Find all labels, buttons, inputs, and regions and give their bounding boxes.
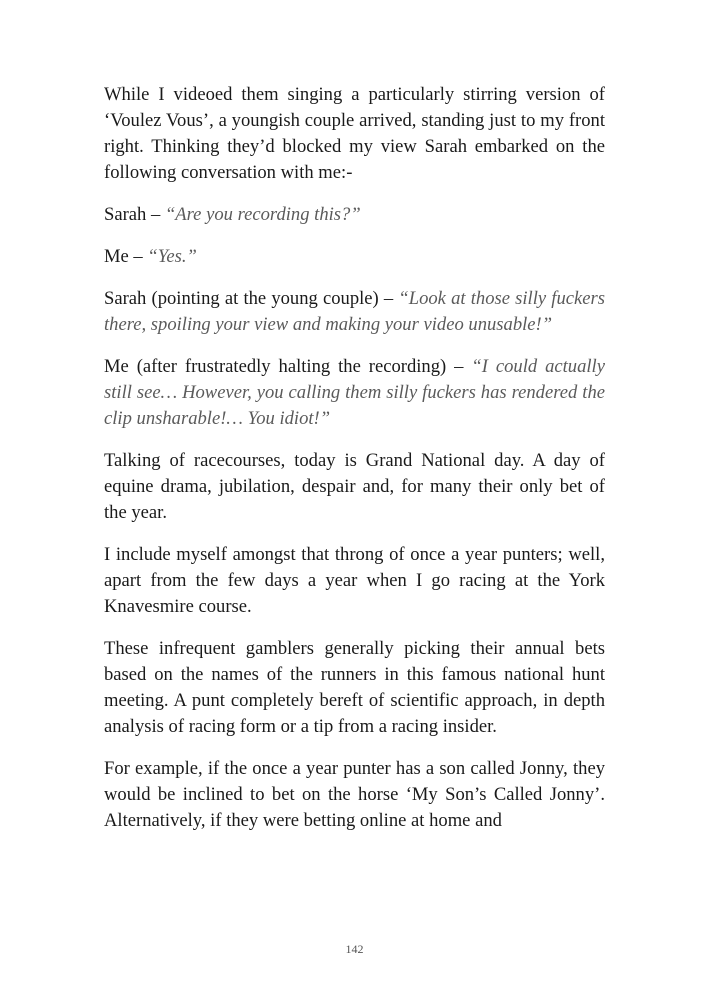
- dialogue-speaker: Sarah (pointing at the young couple) –: [104, 288, 399, 309]
- dialogue-line-3: [104, 286, 605, 338]
- dialogue-speaker: Sarah –: [104, 204, 165, 225]
- dialogue-speaker: Me –: [104, 246, 148, 267]
- paragraph-narrative-4: These infrequent gamblers generally picking their annual bets based on the names of the runners in this famous national hunt meeting. A punt completely bereft of scientific approach, in depth analysis of racing form or a tip from a racing insider.: [104, 638, 605, 737]
- paragraph-narrative-3: I include myself amongst that throng of once a year punters; well, apart from the few days a year when I go racing at the York Knavesmire course.: [104, 544, 605, 617]
- page-body: [104, 82, 605, 850]
- page-number: 142: [345, 942, 364, 956]
- dialogue-speaker: Me (after frustratedly halting the recording) –: [104, 356, 472, 377]
- dialogue-line-4: [104, 354, 605, 432]
- dialogue-quote: “Look at those silly fuckers there, spoiling your view and making your video unusable!”: [104, 288, 606, 335]
- paragraph-narrative-1: While I videoed them singing a particularly stirring version of ‘Voulez Vous’, a youngish couple arrived, standing just to my front right. Thinking they’d blocked my view Sarah embarked on the following conversation with me:-: [104, 84, 605, 183]
- dialogue-quote: “I could actually still see… However, you calling them silly fuckers has rendered the clip unsharable!… You idiot!”: [104, 356, 605, 429]
- paragraph-narrative-2: Talking of racecourses, today is Grand National day. A day of equine drama, jubilation, despair and, for many their only bet of the year.: [104, 450, 605, 523]
- dialogue-line-1: [104, 202, 605, 228]
- dialogue-quote: “Are you recording this?”: [164, 204, 361, 225]
- dialogue-quote: “Yes.”: [147, 246, 197, 267]
- dialogue-line-2: [104, 244, 605, 270]
- paragraph-narrative-5: For example, if the once a year punter has a son called Jonny, they would be inclined to bet on the horse ‘My Son’s Called Jonny’. Alternatively, if they were betting online at home and: [104, 758, 605, 831]
